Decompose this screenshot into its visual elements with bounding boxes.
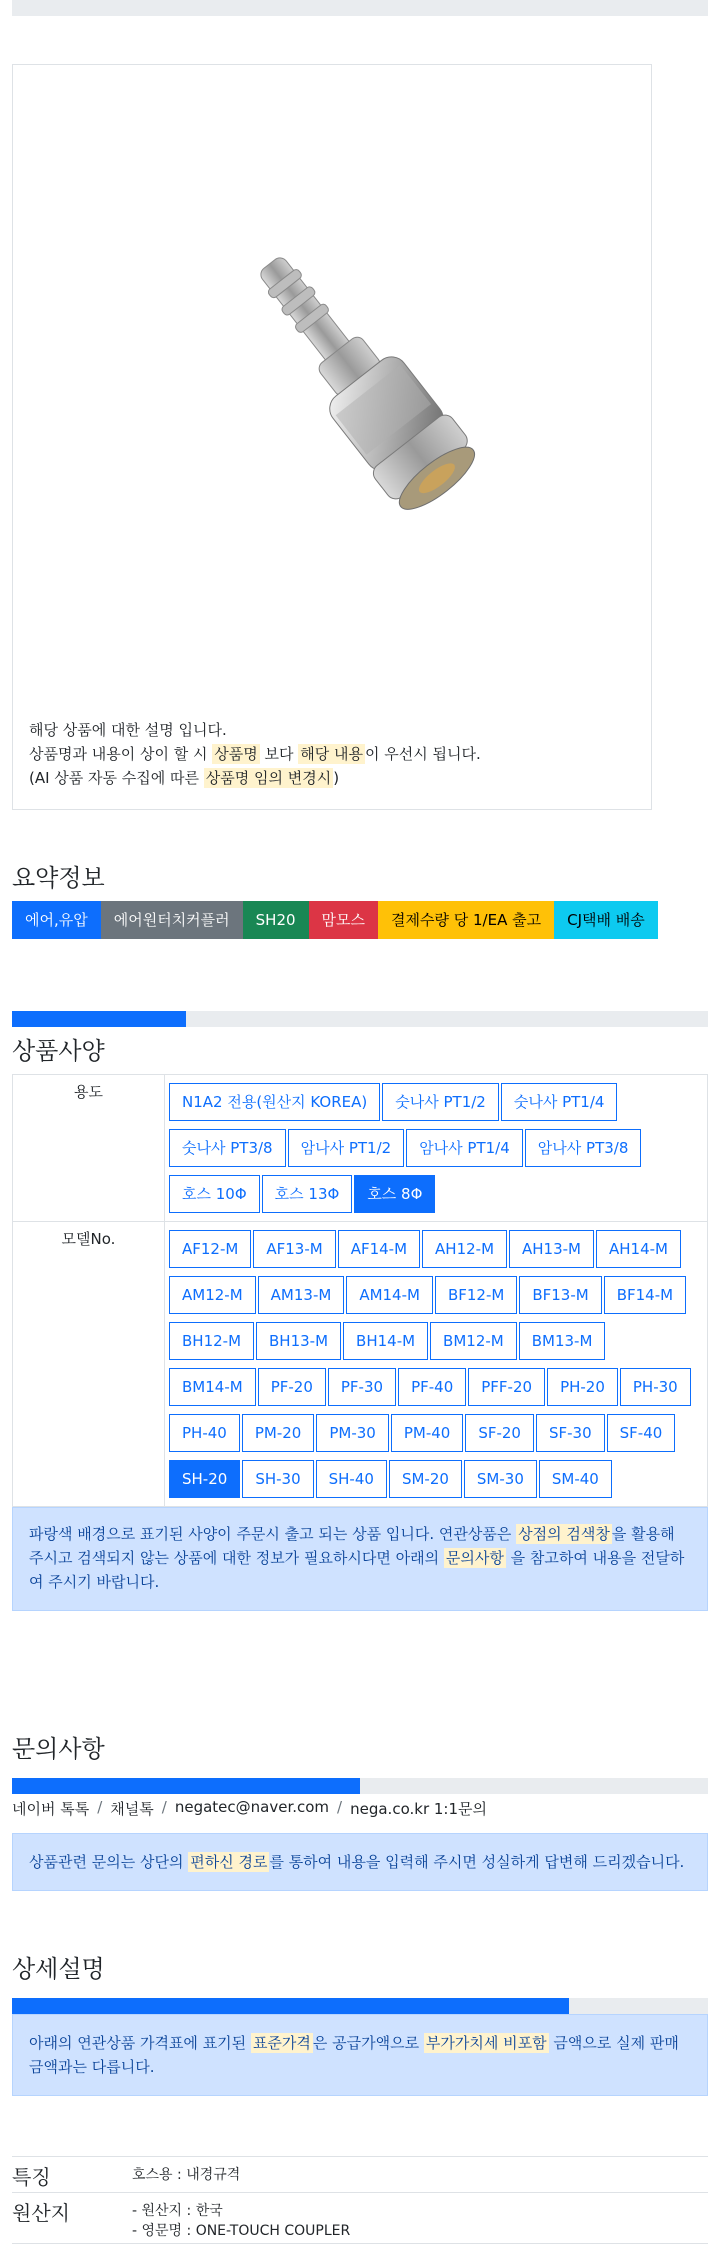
model-option[interactable]: SH-30 <box>242 1460 313 1498</box>
usage-option[interactable]: 숫나사 PT3/8 <box>169 1129 286 1167</box>
model-options <box>165 1222 708 1507</box>
model-option-selected[interactable]: SH-20 <box>169 1460 240 1498</box>
model-option[interactable]: BM14-M <box>169 1368 256 1406</box>
model-option[interactable]: PF-30 <box>328 1368 396 1406</box>
model-option[interactable]: AM13-M <box>258 1276 345 1314</box>
model-option[interactable]: AM14-M <box>346 1276 433 1314</box>
model-option[interactable]: PH-20 <box>547 1368 618 1406</box>
alert-text: 를 통하여 내용을 입력해 주시면 성실하게 답변해 드리겠습니다. <box>269 1853 685 1871</box>
spec-row-model <box>13 1222 708 1507</box>
link-naver-talk[interactable]: 네이버 톡톡 <box>12 1800 90 1818</box>
model-option[interactable]: PM-40 <box>391 1414 464 1452</box>
desc-text: 보다 <box>259 745 299 763</box>
alert-text: 을 참고하여 내용을 전달하여 주시기 바랍니다. <box>29 1549 685 1591</box>
usage-label: 용도 <box>13 1075 165 1222</box>
model-option[interactable]: BH12-M <box>169 1322 254 1360</box>
link-channel-talk[interactable]: 채널톡 <box>110 1800 154 1818</box>
model-option[interactable]: PFF-20 <box>468 1368 545 1406</box>
highlight-route: 편하신 경로 <box>190 1853 268 1871</box>
detail-title: 상세설명 <box>12 1955 105 1983</box>
link-one-to-one[interactable]: nega.co.kr 1:1문의 <box>350 1800 487 1818</box>
model-option[interactable]: AM12-M <box>169 1276 256 1314</box>
feature-row <box>12 2157 708 2193</box>
model-option[interactable]: PH-30 <box>620 1368 691 1406</box>
usage-option[interactable]: 호스 10Φ <box>169 1175 260 1213</box>
inquiry-title: 문의사항 <box>12 1735 105 1763</box>
origin-english-name: - 영문명 : ONE-TOUCH COUPLER <box>132 2223 351 2239</box>
summary-badges <box>12 901 708 939</box>
highlight-inquiry: 문의사항 <box>445 1549 504 1567</box>
spec-row-usage <box>13 1075 708 1222</box>
usage-options <box>165 1075 708 1222</box>
model-option[interactable]: SM-30 <box>464 1460 537 1498</box>
alert-text: 아래의 연관상품 가격표에 표기된 <box>29 2034 251 2052</box>
model-option[interactable]: PH-40 <box>169 1414 240 1452</box>
desc-line-1: 해당 상품에 대한 설명 입니다. <box>29 721 227 739</box>
separator: / <box>161 1798 167 1816</box>
origin-row <box>12 2193 708 2244</box>
model-option[interactable]: PM-30 <box>316 1414 389 1452</box>
alert-text: 을 활용해 주시고 검색되지 않는 상품에 대한 정보가 필요하시다면 아래의 <box>29 1525 675 1567</box>
model-option[interactable]: BH14-M <box>343 1322 428 1360</box>
model-option[interactable]: SF-30 <box>536 1414 605 1452</box>
model-option[interactable]: AF14-M <box>338 1230 420 1268</box>
highlight-content: 해당 내용 <box>300 745 363 763</box>
alert-text: 상품관련 문의는 상단의 <box>29 1853 189 1871</box>
model-option[interactable]: AH13-M <box>509 1230 594 1268</box>
inquiry-progress-bar <box>12 1778 708 1794</box>
model-option[interactable]: SM-20 <box>389 1460 462 1498</box>
model-option[interactable]: PM-20 <box>242 1414 315 1452</box>
detail-progress-bar <box>12 1998 708 2014</box>
feature-table <box>12 2156 708 2244</box>
top-progress-strip <box>12 0 708 16</box>
alert-text: 파랑색 배경으로 표기된 사양이 주문시 출고 되는 상품 입니다. 연관상품은 <box>29 1525 517 1543</box>
model-option[interactable]: AF13-M <box>253 1230 335 1268</box>
desc-text: 이 우선시 됩니다. <box>364 745 481 763</box>
inquiry-info-alert <box>12 1833 708 1891</box>
detail-progress-fill <box>12 1998 569 2014</box>
model-option[interactable]: BM12-M <box>430 1322 517 1360</box>
badge-model[interactable]: SH20 <box>243 901 309 939</box>
alert-text: 은 공급가액으로 <box>312 2034 424 2052</box>
badge-category[interactable]: 에어,유압 <box>12 901 101 939</box>
spec-info-alert <box>12 1507 708 1611</box>
model-option[interactable]: BF13-M <box>519 1276 601 1314</box>
desc-line-2 <box>29 742 481 766</box>
desc-text: 상품명과 내용이 상이 할 시 <box>29 745 213 763</box>
highlight-rename: 상품명 임의 변경시 <box>205 769 332 787</box>
usage-option[interactable]: 암나사 PT1/4 <box>406 1129 523 1167</box>
separator: / <box>97 1798 103 1816</box>
feature-value: 호스용 : 내경규격 <box>132 2167 241 2183</box>
quick-coupler-photo-icon <box>223 240 513 540</box>
inquiry-progress-fill <box>12 1778 360 1794</box>
badge-brand[interactable]: 맘모스 <box>309 901 378 939</box>
badge-shipping: CJ택배 배송 <box>554 901 658 939</box>
badge-quantity: 결제수량 당 1/EA 출고 <box>378 901 554 939</box>
product-description <box>29 718 481 790</box>
summary-title: 요약정보 <box>12 864 105 892</box>
usage-option[interactable]: 숫나사 PT1/2 <box>382 1083 499 1121</box>
detail-info-alert <box>12 2014 708 2096</box>
highlight-store-search: 상점의 검색창 <box>518 1525 610 1543</box>
model-option[interactable]: SH-40 <box>316 1460 387 1498</box>
usage-option[interactable]: 암나사 PT3/8 <box>525 1129 642 1167</box>
product-image-card <box>12 64 652 810</box>
model-option[interactable]: SF-20 <box>465 1414 534 1452</box>
spec-table <box>12 1074 708 1507</box>
usage-option[interactable]: 호스 13Φ <box>262 1175 353 1213</box>
highlight-standard-price: 표준가격 <box>252 2034 311 2052</box>
model-option[interactable]: SF-40 <box>607 1414 676 1452</box>
model-option[interactable]: BH13-M <box>256 1322 341 1360</box>
model-option[interactable]: SM-40 <box>539 1460 612 1498</box>
spec-progress-bar <box>12 1011 708 1027</box>
usage-option-selected[interactable]: 호스 8Φ <box>354 1175 435 1213</box>
origin-country: - 원산지 : 한국 <box>132 2203 223 2219</box>
spec-progress-fill <box>12 1011 186 1027</box>
model-option[interactable]: BM13-M <box>519 1322 606 1360</box>
link-email[interactable]: negatec@naver.com <box>174 1798 330 1816</box>
inquiry-links <box>12 1798 708 1819</box>
desc-text: (AI 상품 자동 수집에 따른 <box>29 769 204 787</box>
model-option[interactable]: BF14-M <box>604 1276 686 1314</box>
model-option[interactable]: PF-40 <box>398 1368 466 1406</box>
separator: / <box>337 1798 343 1816</box>
spec-title: 상품사양 <box>12 1037 105 1065</box>
badge-subcategory[interactable]: 에어원터치커플러 <box>101 901 243 939</box>
usage-option[interactable]: N1A2 전용(원산지 KOREA) <box>169 1083 380 1121</box>
alert-text: 금액으로 실제 판매금액과는 다릅니다. <box>29 2034 679 2076</box>
feature-key: 특징 <box>12 2165 51 2189</box>
model-option[interactable]: AH14-M <box>596 1230 681 1268</box>
model-option[interactable]: PF-20 <box>258 1368 326 1406</box>
usage-option[interactable]: 암나사 PT1/2 <box>288 1129 405 1167</box>
highlight-product-name: 상품명 <box>214 745 258 763</box>
origin-key: 원산지 <box>12 2201 70 2225</box>
model-option[interactable]: BF12-M <box>435 1276 517 1314</box>
desc-line-3 <box>29 766 481 790</box>
model-option[interactable]: AF12-M <box>169 1230 251 1268</box>
model-option[interactable]: AH12-M <box>422 1230 507 1268</box>
highlight-vat: 부가가치세 비포함 <box>425 2034 547 2052</box>
origin-value <box>132 2197 350 2241</box>
desc-text: ) <box>333 769 340 787</box>
model-label: 모델No. <box>13 1222 165 1507</box>
usage-option[interactable]: 숫나사 PT1/4 <box>501 1083 618 1121</box>
